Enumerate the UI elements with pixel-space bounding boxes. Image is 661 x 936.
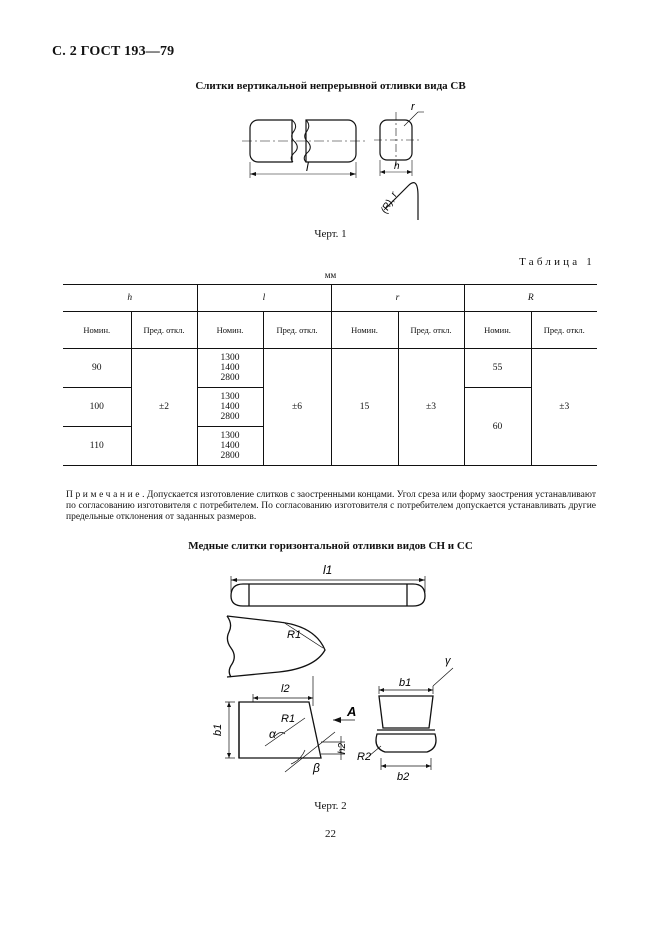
l-tolerance: ±6 <box>263 349 331 466</box>
section2-title: Медные слитки горизонтальной отливки видов СН и СС <box>188 540 473 552</box>
page-header: С. 2 ГОСТ 193—79 <box>52 44 175 59</box>
fig2-label-R1: R1 <box>281 713 296 725</box>
header-l: l <box>197 285 331 312</box>
fig2-label-R1-top: R1 <box>287 629 302 641</box>
r-value: 15 <box>331 349 398 466</box>
fig2-label-b1-left: b1 <box>212 723 224 736</box>
subheader: Номин. <box>331 312 398 349</box>
fig2-label-gamma: γ <box>445 655 451 667</box>
h-value: 110 <box>63 427 131 466</box>
dimensions-table <box>63 284 597 466</box>
page-number: 22 <box>325 828 336 840</box>
note-text: . Допускается изготовление слитков с заостренными концами. Угол среза или форму заострения устанавливают по согласованию изготовителя с потребителем. По согласованию изготовителя с потребителем допускается устанавливать другие предельные отклонения от заданных размеров. <box>66 490 596 522</box>
header-R: R <box>464 285 597 312</box>
h-value: 90 <box>63 349 131 388</box>
section1-title: Слитки вертикальной непрерывной отливки вида СВ <box>195 80 466 92</box>
fig1-label-rR: (R), r <box>379 190 400 216</box>
header-r: r <box>331 285 464 312</box>
figure2-caption: Черт. 2 <box>314 800 347 812</box>
subheader: Пред. откл. <box>531 312 597 349</box>
subheader: Номин. <box>197 312 263 349</box>
figure-2 <box>205 556 465 794</box>
R-value: 55 <box>464 349 531 388</box>
figure-1 <box>236 100 426 220</box>
fig1-label-r: r <box>411 101 415 113</box>
fig2-label-l1: l1 <box>323 563 333 577</box>
R-tolerance: ±3 <box>531 349 597 466</box>
table-note <box>66 490 596 523</box>
subheader: Пред. откл. <box>263 312 331 349</box>
table-label: Таблица 1 <box>519 256 595 268</box>
header-h: h <box>63 285 197 312</box>
table-unit: мм <box>324 270 337 280</box>
R-value: 60 <box>464 388 531 466</box>
fig2-label-b2: b2 <box>397 771 410 783</box>
h-value: 100 <box>63 388 131 427</box>
r-tolerance: ±3 <box>398 349 464 466</box>
fig2-label-R2: R2 <box>357 751 372 763</box>
subheader: Пред. откл. <box>398 312 464 349</box>
l-values-group: 1300 1400 2800 <box>197 388 263 427</box>
l-values-group: 1300 1400 2800 <box>197 349 263 388</box>
fig2-label-l2: l2 <box>281 683 290 695</box>
fig2-label-beta: β <box>313 761 320 775</box>
fig2-label-A: A <box>347 704 357 719</box>
fig2-label-alpha: α <box>269 727 276 741</box>
note-prefix: Примечание <box>66 490 143 500</box>
fig2-label-b1-right: b1 <box>399 677 412 689</box>
h-tolerance: ±2 <box>131 349 197 466</box>
fig2-label-h2: h2 <box>337 742 348 754</box>
fig1-label-h: h <box>394 161 400 172</box>
subheader: Номин. <box>63 312 131 349</box>
l-values-group: 1300 1400 2800 <box>197 427 263 466</box>
figure1-caption: Черт. 1 <box>314 228 347 240</box>
subheader: Номин. <box>464 312 531 349</box>
fig1-label-l: l <box>306 160 309 174</box>
subheader: Пред. откл. <box>131 312 197 349</box>
